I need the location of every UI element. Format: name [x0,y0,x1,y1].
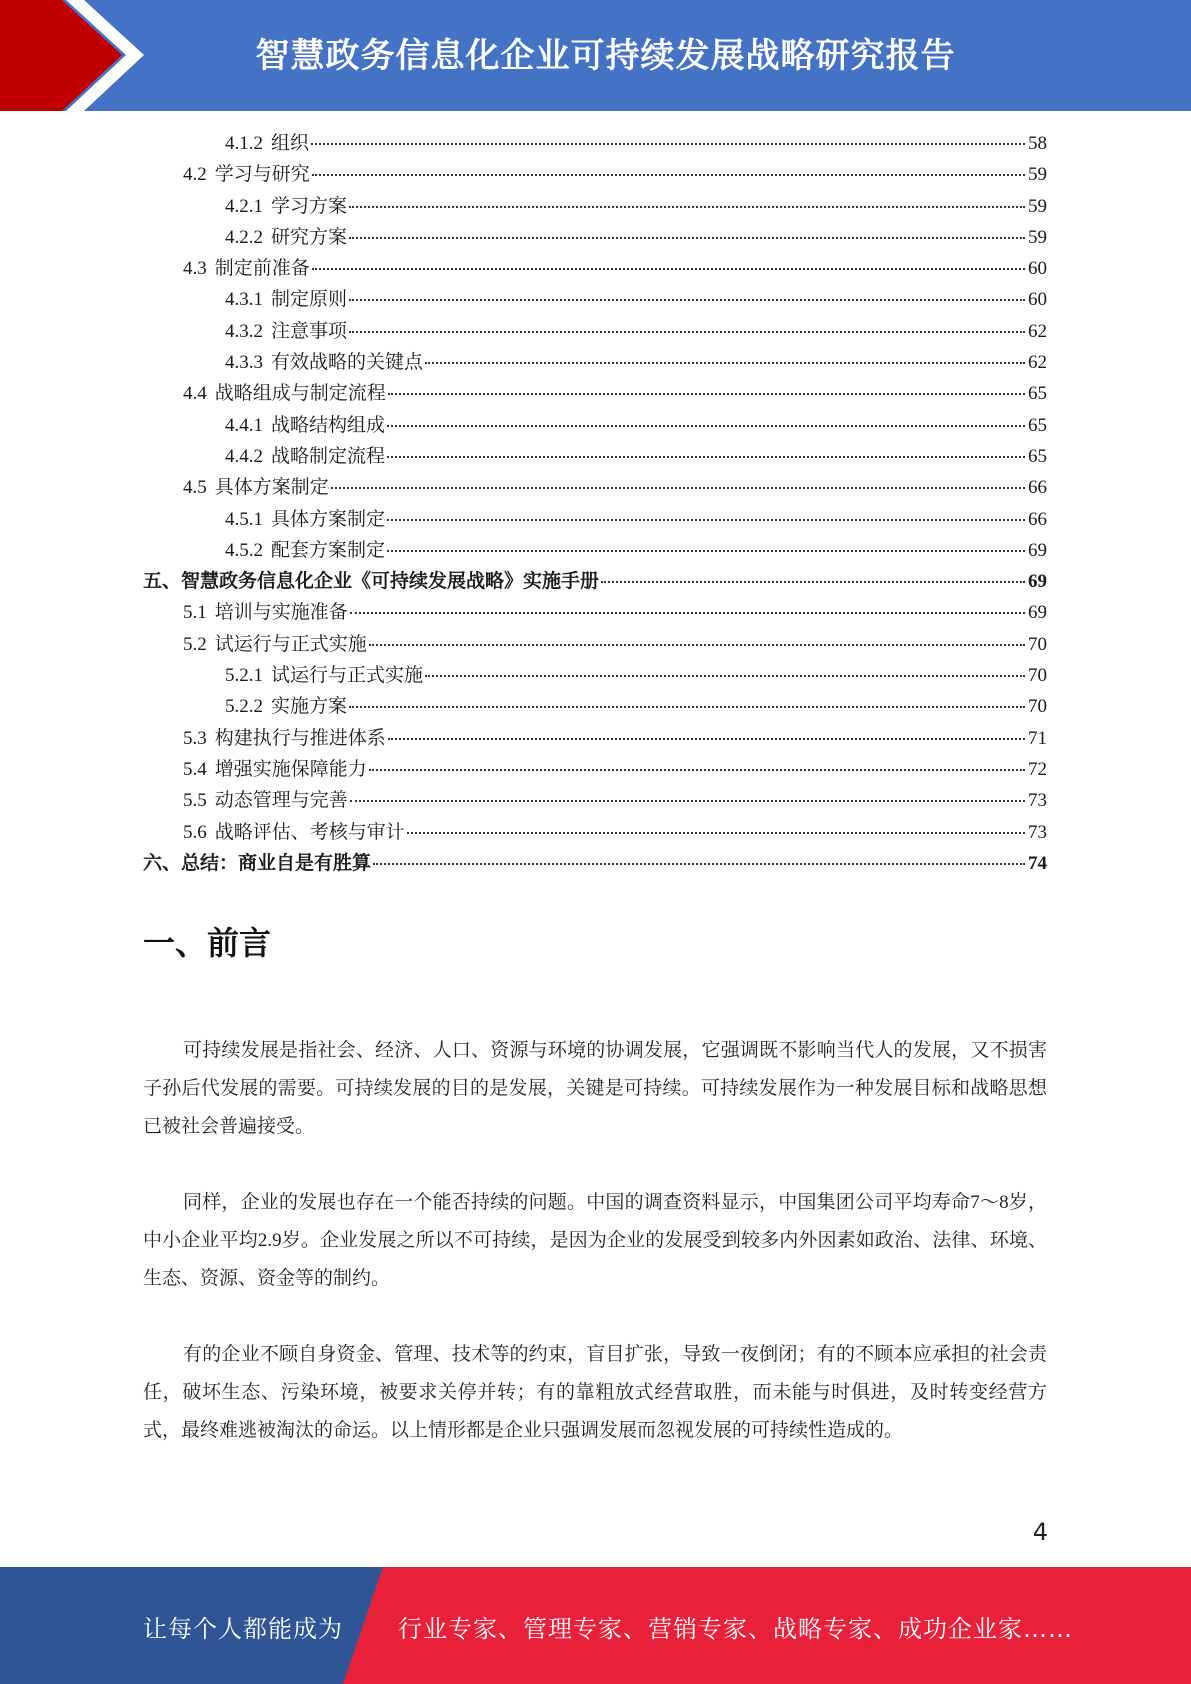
page-header [0,0,1191,111]
toc-entry-page: 62 [1028,320,1047,342]
toc-entry-number: 4.1.2 [225,133,263,154]
body-paragraph: 可持续发展是指社会、经济、人口、资源与环境的协调发展，它强调既不影响当代人的发展，又不损害子孙后代发展的需要。可持续发展的目的是发展，关键是可持续。可持续发展作为一种发展目标和战略思想已被社会普遍接受。 [143,1040,1047,1137]
toc-entry[interactable] [143,441,1047,472]
toc-dot-leader [349,206,1025,208]
toc-entry-page: 74 [1028,852,1047,874]
toc-entry-title: 具体方案制定 [214,477,329,499]
toc-entry-page: 69 [1028,602,1047,624]
toc-dot-leader [312,268,1025,270]
toc-entry[interactable] [143,754,1047,785]
toc-entry[interactable] [143,316,1047,347]
toc-entry-number: 4.2 [183,164,207,186]
toc-entry[interactable] [143,629,1047,660]
toc-dot-leader [425,675,1025,677]
toc-entry-page: 69 [1028,539,1047,561]
toc-entry-title: 总结：商业自是有胜算 [181,852,372,874]
toc-entry-number: 5.2.2 [225,696,263,718]
toc-dot-leader [350,612,1025,614]
toc-entry-title: 学习方案 [271,195,348,217]
toc-entry-title: 实施方案 [271,696,348,718]
toc-entry-title: 研究方案 [271,226,348,248]
toc-entry-page: 70 [1028,633,1047,655]
toc-entry-title: 学习与研究 [214,164,310,186]
toc-entry-title: 战略组成与制定流程 [214,383,386,405]
page-footer [0,1567,1191,1684]
toc-entry[interactable] [143,504,1047,535]
toc-entry-title: 制定前准备 [214,258,310,280]
toc-entry[interactable] [143,159,1047,190]
footer-slogan-right: 行业专家、管理专家、营销专家、战略专家、成功企业家…… [398,1615,1073,1643]
toc-entry-number: 4.4 [183,383,207,405]
toc-entry-page: 65 [1028,414,1047,436]
toc-entry-title: 注意事项 [271,320,348,342]
toc-entry-page: 70 [1028,696,1047,718]
toc-entry-page: 60 [1028,258,1047,280]
toc-entry-number: 5.5 [183,790,207,812]
toc-entry-title: 构建执行与推进体系 [214,727,386,749]
toc-entry-page: 66 [1028,508,1047,530]
toc-entry-number: 5.4 [183,758,207,780]
toc-entry-page: 59 [1028,164,1047,186]
toc-entry-page: 73 [1028,790,1047,812]
toc-entry[interactable] [143,660,1047,691]
toc-entry-page: 66 [1028,477,1047,499]
toc-dot-leader [312,174,1025,176]
toc-dot-leader [425,362,1025,364]
toc-dot-leader [601,581,1025,583]
toc-dot-leader [349,706,1025,708]
toc-dot-leader [388,738,1025,740]
toc-entry[interactable] [143,253,1047,284]
toc-entry-page: 65 [1028,383,1047,405]
toc-entry-number: 五、 [143,571,182,593]
toc-entry-number: 5.2 [183,633,207,655]
toc-entry-page: 72 [1028,758,1047,780]
toc-entry-page: 70 [1028,665,1047,687]
page-number: 4 [1032,1518,1048,1546]
toc-entry[interactable] [143,191,1047,222]
toc-dot-leader [387,456,1025,458]
toc-dot-leader [331,487,1025,489]
toc-dot-leader [387,550,1025,552]
toc-dot-leader [350,800,1025,802]
toc-dot-leader [387,519,1025,521]
toc-dot-leader [349,331,1025,333]
toc-entry[interactable] [143,723,1047,754]
toc-entry-title: 战略评估、考核与审计 [214,821,405,843]
header-title: 智慧政务信息化企业可持续发展战略研究报告 [255,36,956,76]
toc-entry[interactable] [143,785,1047,816]
toc-entry-number: 4.4.2 [225,445,263,467]
toc-entry[interactable] [143,848,1047,879]
toc-entry-page: 59 [1028,195,1047,217]
toc-entry-number: 六、 [143,852,182,874]
toc-entry-page: 69 [1028,571,1047,593]
toc-dot-leader [369,644,1025,646]
toc-entry-number: 4.5.2 [225,539,263,561]
toc-entry[interactable] [143,378,1047,409]
toc-entry[interactable] [143,284,1047,315]
toc-entry-title: 战略制定流程 [271,445,386,467]
toc-entry-title: 配套方案制定 [271,539,386,561]
toc-entry-page: 58 [1028,133,1047,154]
toc-entry-number: 4.5 [183,477,207,499]
toc-entry-title: 战略结构组成 [271,414,386,436]
toc-entry[interactable] [143,817,1047,848]
toc-entry-number: 4.5.1 [225,508,263,530]
toc-entry[interactable] [143,535,1047,566]
toc-entry[interactable] [143,566,1047,597]
toc-entry-title: 组织 [271,133,310,154]
toc-entry-number: 4.3 [183,258,207,280]
toc-entry-page: 62 [1028,352,1047,374]
toc-entry-page: 65 [1028,445,1047,467]
toc-entry-number: 4.2.2 [225,226,263,248]
toc-entry-number: 5.1 [183,602,207,624]
toc-entry-page: 71 [1028,727,1047,749]
toc-entry-number: 4.4.1 [225,414,263,436]
toc-dot-leader [369,769,1025,771]
toc-dot-leader [373,863,1025,865]
toc-dot-leader [311,143,1025,145]
toc-entry[interactable] [143,222,1047,253]
toc-entry[interactable] [143,691,1047,722]
toc-dot-leader [349,237,1025,239]
footer-slogan-left: 让每个人都能成为 [143,1615,343,1643]
body-paragraph: 有的企业不顾自身资金、管理、技术等的约束，盲目扩张，导致一夜倒闭；有的不顾本应承担的社会责任，破坏生态、污染环境，被要求关停并转；有的靠粗放式经营取胜，而未能与时俱进，及时转变经营方式，最终难逃被淘汰的命运。以上情形都是企业只强调发展而忽视发展的可持续性造成的。 [143,1344,1047,1441]
section-heading: 一、前言 [143,924,272,962]
toc-dot-leader [349,299,1025,301]
toc-entry-number: 4.3.1 [225,289,263,311]
toc-entry-page: 60 [1028,289,1047,311]
toc-entry[interactable] [143,347,1047,378]
toc-entry-title: 智慧政务信息化企业《可持续发展战略》实施手册 [181,571,600,593]
toc-dot-leader [407,832,1025,834]
toc-entry-title: 试运行与正式实施 [214,633,367,655]
toc-entry-title: 有效战略的关键点 [271,352,424,374]
toc-entry-number: 4.3.3 [225,352,263,374]
toc-entry-page: 59 [1028,226,1047,248]
toc-dot-leader [387,425,1025,427]
toc-entry-number: 5.6 [183,821,207,843]
toc-entry-title: 增强实施保障能力 [214,758,367,780]
toc-entry[interactable] [143,410,1047,441]
table-of-contents [143,128,1047,879]
toc-entry-number: 4.3.2 [225,320,263,342]
toc-dot-leader [388,393,1025,395]
toc-entry-number: 4.2.1 [225,195,263,217]
toc-entry-number: 5.3 [183,727,207,749]
toc-entry-title: 制定原则 [271,289,348,311]
toc-entry-title: 动态管理与完善 [214,790,348,812]
toc-entry[interactable] [143,597,1047,628]
toc-entry-number: 5.2.1 [225,665,263,687]
toc-entry-title: 试运行与正式实施 [271,665,424,687]
toc-entry-title: 培训与实施准备 [214,602,348,624]
toc-entry-page: 73 [1028,821,1047,843]
toc-entry[interactable] [143,472,1047,503]
body-paragraph: 同样，企业的发展也存在一个能否持续的问题。中国的调查资料显示，中国集团公司平均寿命7～8岁，中小企业平均2.9岁。企业发展之所以不可持续，是因为企业的发展受到较多内外因素如政治、法律、环境、生态、资源、资金等的制约。 [143,1192,1047,1289]
toc-entry-title: 具体方案制定 [271,508,386,530]
toc-entry[interactable] [143,128,1047,159]
